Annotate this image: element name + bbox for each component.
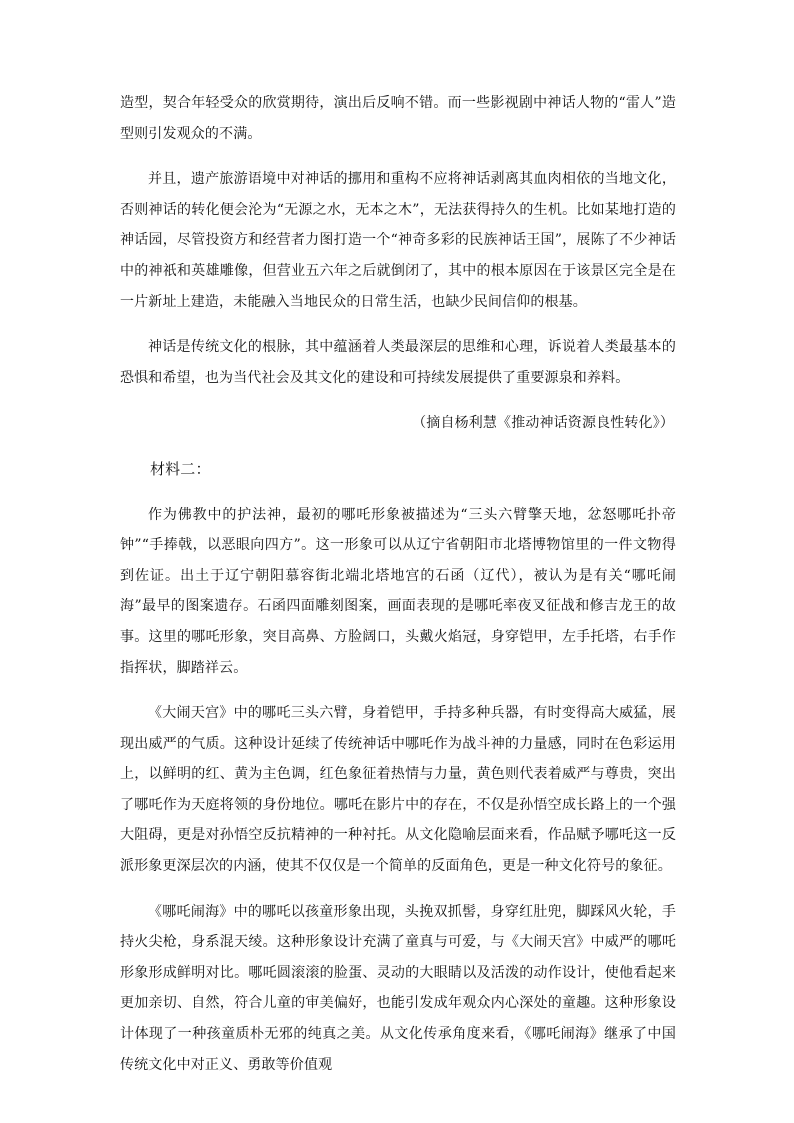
paragraph-gap (120, 149, 676, 164)
paragraph-myth-root: 神话是传统文化的根脉，其中蕴涵着人类最深层的思维和心理，诉说着人类最基本的恐惧和希望，也为当代社会及其文化的建设和可持续发展提供了重要源泉和养料。 (120, 339, 676, 386)
paragraph-gap (120, 485, 676, 500)
source-citation: （摘自杨利慧《推动神话资源良性转化》） (412, 415, 674, 432)
paragraph-danao-tiangong: 《大闹天宫》中的哪吒三头六臂，身着铠甲，手持多种兵器，有时变得高大威猛，展现出威严的气质。这种设计延续了传统神话中哪吒作为战斗神的力量感，同时在色彩运用上，以鲜明的红、黄为主色调，红色象征着热情与力量，黄色则代表着威严与尊贵，突出了哪吒作为天庭将领的身份地位。哪吒在影片中的存在，不仅是孙悟空成长路上的一个强大阻碍，更是对孙悟空反抗精神的一种衬托。从文化隐喻层面来看，作品赋予哪吒这一反派形象更深层次的内涵，使其不仅仅是一个简单的反面角色，更是一种文化符号的象征。 (120, 705, 676, 875)
paragraph-gap (120, 317, 676, 332)
paragraph-tourism: 并且，遗产旅游语境中对神话的挪用和重构不应将神话剥离其血肉相依的当地文化，否则神话的转化便会沦为“无源之水，无本之木”，无法获得持久的生机。比如某地打造的神话园，尽管投资方和经营者力图打造一个“神奇多彩的民族神话王国”，展陈了不少神话中的神祇和英雄雕像，但营业五六年之后就倒闭了，其中的根本原因在于该景区完全是在一片新址上建造，未能融入当地民众的日常生活，也缺少民间信仰的根基。 (120, 171, 676, 310)
paragraph-gap (120, 439, 676, 454)
paragraph-nezha-naohai: 《哪吒闹海》中的哪吒以孩童形象出现，头挽双抓髻，身穿红肚兜，脚踩风火轮，手持火尖枪，身系混天绫。这种形象设计充满了童真与可爱，与《大闹天宫》中威严的哪吒形象形成鲜明对比。哪吒圆滚滚的脸蛋、灵动的大眼睛以及活泼的动作设计，使他看起来更加亲切、自然，符合儿童的审美偏好，也能引发成年观众内心深处的童趣。这种形象设计体现了一种孩童质朴无邪的纯真之美。从文化传承角度来看，《哪吒闹海》继承了中国传统文化中对正义、勇敢等价值观 (120, 903, 676, 1073)
paragraph-gap (120, 882, 676, 897)
paragraph-gap (120, 393, 676, 408)
paragraph-nezha-origin: 作为佛教中的护法神，最初的哪吒形象被描述为“三头六臂擎天地，忿怒哪吒扑帝钟”“手捧戟，以恶眼向四方”。这一形象可以从辽宁省朝阳市北塔博物馆里的一件文物得到佐证。出土于辽宁朝阳慕容街北端北塔地宫的石函（辽代），被认为是有关“哪吒闹海”最早的图案遗存。石函四面雕刻图案，画面表现的是哪吒率夜叉征战和修吉龙王的故事。这里的哪吒形象，突目高鼻、方脸阔口，头戴火焰冠，身穿铠甲，左手托塔，右手作指挥状，脚踏祥云。 (120, 506, 676, 676)
paragraph-gap (120, 683, 676, 698)
document-body (120, 88, 676, 1080)
paragraph-continuation: 造型，契合年轻受众的欣赏期待，演出后反响不错。而一些影视剧中神话人物的“雷人”造型则引发观众的不满。 (120, 95, 676, 142)
material-two-heading: 材料二： (150, 459, 211, 478)
